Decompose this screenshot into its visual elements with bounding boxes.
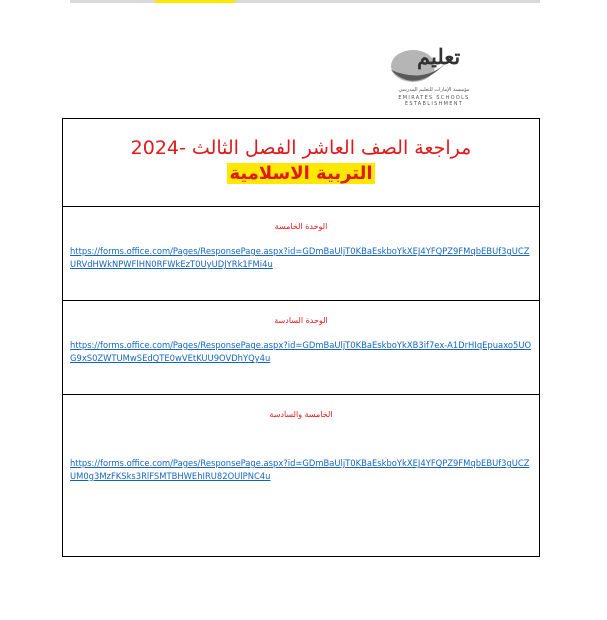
form-link[interactable]: https://forms.office.com/Pages/ResponsePage.aspx?id=GDmBaUljT0KBaEskboYkXB3if7ex-A1DrHIqEpuaxo5UOG9xS0ZWTUMwSEdQTE0wVEtKUU9OVDhYQy4u [70, 340, 532, 363]
tasleem-logo [385, 40, 475, 110]
form-link[interactable]: https://forms.office.com/Pages/ResponsePage.aspx?id=GDmBaUljT0KBaEskboYkXEJ4YFQPZ9FMqbEBUf3gUCZUM0g3MzFKSks3RlFSMTBHWEhIRU82OUlPNC4u [70, 458, 530, 481]
links-table [62, 118, 540, 557]
page-title: مراجعة الصف العاشر الفصل الثالث -2024 [130, 137, 472, 159]
top-strip-gray [235, 0, 540, 3]
unit-row [63, 301, 540, 395]
logo-arabic-text: تعليم [417, 44, 461, 69]
logo-subtitle-english: EMIRATES SCHOOLS ESTABLISHMENT [398, 95, 470, 107]
unit-label: الخامسة والسادسة [269, 410, 333, 419]
unit-label: الوحدة الخامسة [274, 222, 328, 231]
top-strip-highlight [155, 0, 235, 3]
header-cell [63, 119, 540, 207]
unit-row [63, 395, 540, 557]
unit-row [63, 207, 540, 301]
top-page-strip [70, 0, 540, 4]
form-link[interactable]: https://forms.office.com/Pages/ResponsePage.aspx?id=GDmBaUljT0KBaEskboYkXEJ4YFQPZ9FMqbEBUf3gUCZURVdHWkNPWFlHN0RFWkEzT0UyUDJYRk1FMi4u [70, 246, 530, 269]
unit-label: الوحدة السادسة [274, 316, 328, 325]
logo-subtitle-arabic: مؤسسة الإمارات للتعليم المدرسي [398, 87, 470, 93]
top-strip-gray [70, 0, 155, 3]
subject-title: التربية الاسلامية [229, 163, 373, 184]
